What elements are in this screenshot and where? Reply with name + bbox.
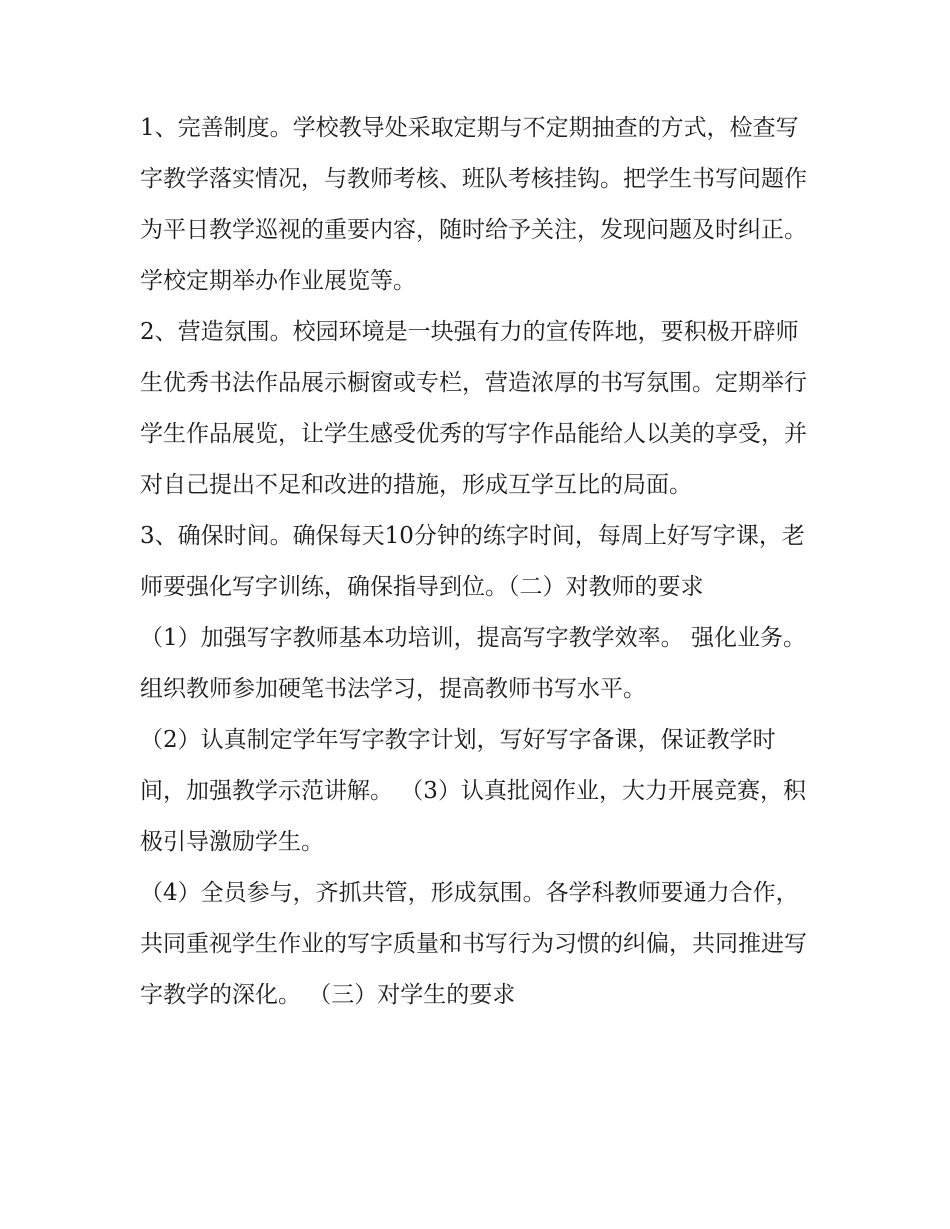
paragraph-ensure-time: 3、确保时间。确保每天10分钟的练字时间，每周上好写字课，老师要强化写字训练，确保指导到位。（二）对教师的要求 <box>140 523 805 600</box>
paragraph-create-atmosphere: 2、营造氛围。校园环境是一块强有力的宣传阵地，要积极开辟师生优秀书法作品展示橱窗或专栏，营造浓厚的书写氛围。定期举行学生作品展览，让学生感受优秀的写字作品能给人以美的享受，并对自己提出不足和改进的措施，形成互学互比的局面。 <box>140 319 807 498</box>
document-body <box>140 103 820 1021</box>
paragraph-teaching-plan: （2）认真制定学年写字教字计划，写好写字备课，保证教学时间，加强教学示范讲解。 （3）认真批阅作业，大力开展竞赛，积极引导激励学生。 <box>140 727 806 855</box>
paragraph-full-participation: （4）全员参与，齐抓共管，形成氛围。各学科教师要通力合作，共同重视学生作业的写字质量和书写行为习惯的纠偏，共同推进写字教学的深化。 （三）对学生的要求 <box>140 880 807 1008</box>
paragraph-teacher-training: （1）加强写字教师基本功培训，提高写字教学效率。 强化业务。组织教师参加硬笔书法学习，提高教师书写水平。 <box>140 625 806 702</box>
paragraph-improve-system: 1、完善制度。学校教导处采取定期与不定期抽查的方式，检查写字教学落实情况，与教师考核、班队考核挂钩。把学生书写问题作为平日教学巡视的重要内容，随时给予关注，发现问题及时纠正。学校定期举办作业展览等。 <box>140 115 807 294</box>
